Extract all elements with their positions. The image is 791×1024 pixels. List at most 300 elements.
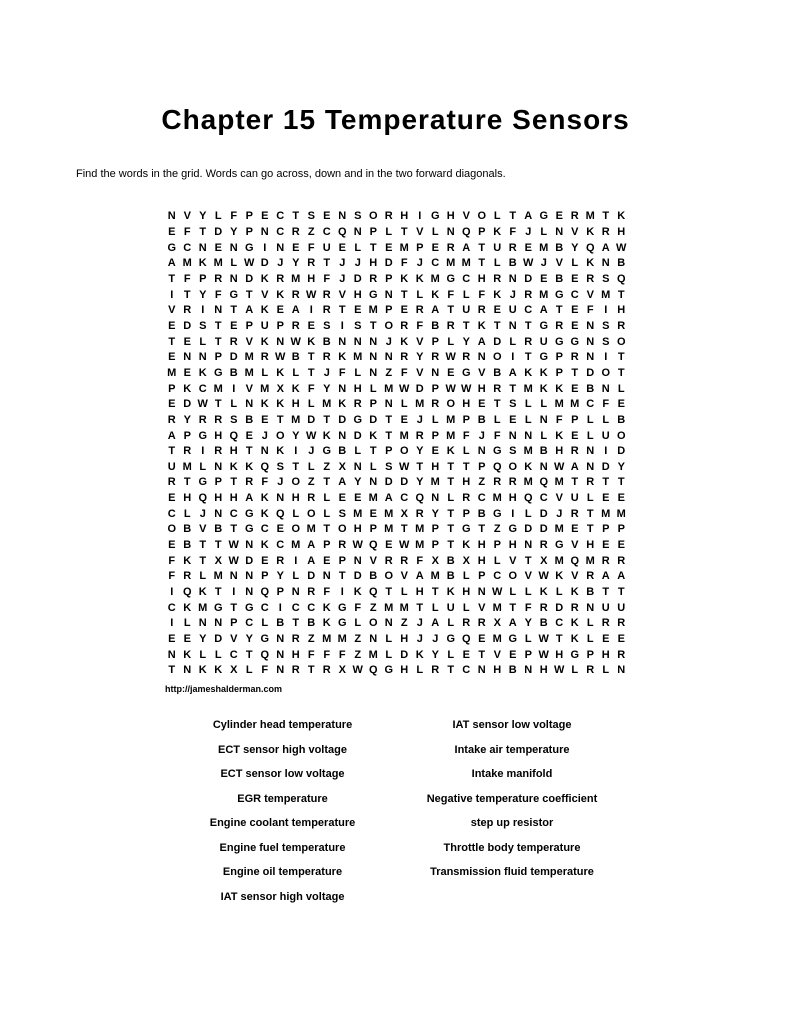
grid-letter: A [524, 210, 533, 223]
grid-letter: C [167, 601, 176, 614]
grid-letter: R [322, 288, 331, 301]
grid-letter: K [524, 366, 533, 379]
grid-letter: K [322, 429, 331, 442]
grid-letter: L [385, 648, 393, 661]
grid-letter: Y [199, 288, 207, 301]
grid-letter: G [244, 241, 254, 254]
grid-letter: B [555, 272, 564, 285]
grid-letter: E [168, 633, 176, 646]
grid-letter: W [197, 398, 208, 411]
grid-letter: V [338, 288, 346, 301]
grid-letter: O [306, 507, 316, 520]
grid-letter: P [369, 523, 377, 536]
grid-letter: L [447, 335, 455, 348]
grid-letter: Y [431, 648, 439, 661]
grid-letter: T [307, 351, 315, 364]
grid-letter: N [384, 351, 393, 364]
grid-letter: T [338, 570, 346, 583]
grid-letter: M [213, 257, 223, 270]
grid-letter: K [539, 382, 548, 395]
grid-letter: E [478, 398, 486, 411]
grid-letter: N [245, 398, 254, 411]
grid-letter: B [617, 257, 626, 270]
grid-letter: A [539, 304, 548, 317]
grid-letter: P [385, 445, 393, 458]
grid-letter: T [199, 225, 207, 238]
grid-letter: E [493, 304, 501, 317]
grid-letter: R [431, 398, 440, 411]
grid-letter: N [245, 570, 254, 583]
grid-letter: I [170, 586, 174, 599]
grid-letter: T [447, 304, 455, 317]
grid-letter: R [229, 335, 238, 348]
grid-letter: P [369, 398, 377, 411]
grid-letter: P [199, 272, 207, 285]
grid-letter: B [555, 241, 564, 254]
grid-letter: T [369, 241, 377, 254]
grid-letter: T [214, 539, 222, 552]
grid-letter: N [524, 664, 533, 677]
grid-letter: T [168, 335, 176, 348]
grid-letter: T [602, 476, 610, 489]
grid-letter: I [201, 304, 205, 317]
grid-letter: R [493, 382, 502, 395]
grid-letter: T [509, 382, 517, 395]
grid-letter: T [416, 460, 424, 473]
grid-letter: R [570, 507, 579, 520]
grid-letter: T [369, 319, 377, 332]
grid-letter: X [431, 554, 439, 567]
grid-letter: M [446, 429, 456, 442]
grid-letter: W [461, 382, 472, 395]
grid-letter: H [214, 492, 223, 505]
grid-letter: E [168, 539, 176, 552]
grid-letter: K [555, 429, 564, 442]
grid-letter: Z [385, 366, 393, 379]
grid-letter: Y [462, 335, 470, 348]
grid-letter: T [617, 476, 625, 489]
grid-letter: D [307, 570, 316, 583]
grid-letter: B [229, 366, 238, 379]
grid-letter: L [493, 413, 501, 426]
grid-letter: H [462, 398, 471, 411]
grid-letter: G [198, 476, 208, 489]
grid-letter: H [229, 445, 238, 458]
grid-letter: L [540, 398, 548, 411]
grid-letter: H [400, 664, 409, 677]
grid-letter: R [384, 210, 393, 223]
grid-letter: D [245, 272, 254, 285]
grid-letter: K [183, 601, 192, 614]
grid-letter: Y [292, 257, 300, 270]
grid-letter: K [539, 586, 548, 599]
grid-letter: G [229, 288, 239, 301]
grid-letter: M [523, 382, 533, 395]
grid-letter: R [539, 601, 548, 614]
grid-letter: P [369, 225, 377, 238]
grid-letter: P [245, 210, 253, 223]
grid-letter: L [416, 664, 424, 677]
grid-letter: L [261, 366, 269, 379]
grid-letter: H [291, 648, 300, 661]
grid-letter: R [400, 554, 409, 567]
grid-letter: K [260, 398, 269, 411]
grid-letter: V [586, 288, 594, 301]
grid-letter: K [183, 648, 192, 661]
grid-letter: R [415, 429, 424, 442]
grid-letter: H [291, 492, 300, 505]
grid-letter: R [555, 319, 564, 332]
grid-letter: T [183, 288, 191, 301]
grid-letter: U [508, 304, 517, 317]
grid-letter: N [229, 241, 238, 254]
grid-letter: N [477, 351, 486, 364]
grid-letter: B [493, 366, 502, 379]
grid-letter: R [431, 664, 440, 677]
grid-letter: B [477, 507, 486, 520]
grid-letter: E [400, 413, 408, 426]
grid-letter: I [294, 445, 298, 458]
grid-letter: B [539, 617, 548, 630]
grid-letter: P [431, 382, 439, 395]
grid-letter: H [446, 210, 455, 223]
grid-letter: N [539, 413, 548, 426]
grid-letter: R [183, 304, 192, 317]
grid-letter: N [601, 257, 610, 270]
grid-letter: N [369, 633, 378, 646]
grid-letter: J [308, 445, 315, 458]
grid-letter: P [168, 382, 176, 395]
grid-letter: D [183, 319, 192, 332]
grid-letter: C [183, 241, 192, 254]
grid-letter: K [260, 507, 269, 520]
grid-letter: R [400, 351, 409, 364]
grid-letter: M [601, 507, 611, 520]
grid-letter: N [586, 335, 595, 348]
grid-letter: H [617, 304, 626, 317]
grid-letter: L [354, 445, 362, 458]
grid-letter: M [539, 288, 549, 301]
grid-letter: C [586, 398, 595, 411]
grid-letter: F [323, 586, 331, 599]
grid-letter: C [539, 492, 548, 505]
grid-letter: I [201, 445, 205, 458]
grid-letter: A [601, 570, 610, 583]
grid-letter: E [245, 429, 253, 442]
grid-letter: N [369, 476, 378, 489]
grid-letter: Z [307, 633, 315, 646]
grid-letter: H [214, 429, 223, 442]
grid-letter: H [291, 398, 300, 411]
grid-letter: N [384, 617, 393, 630]
grid-letter: G [570, 648, 580, 661]
grid-letter: P [493, 539, 501, 552]
grid-letter: G [430, 210, 440, 223]
word-list-item: Engine fuel temperature [219, 841, 346, 854]
grid-letter: K [431, 288, 440, 301]
word-list-item: IAT sensor high voltage [220, 890, 345, 903]
grid-letter: R [198, 413, 207, 426]
grid-letter: E [168, 225, 176, 238]
grid-letter: M [554, 476, 564, 489]
grid-letter: E [555, 210, 563, 223]
grid-letter: N [276, 664, 285, 677]
grid-letter: L [199, 570, 207, 583]
grid-letter: F [478, 288, 486, 301]
grid-letter: K [198, 257, 207, 270]
grid-letter: A [291, 304, 300, 317]
grid-letter: Q [260, 648, 270, 661]
grid-letter: A [338, 476, 347, 489]
grid-letter: U [617, 601, 626, 614]
grid-letter: I [170, 288, 174, 301]
grid-letter: O [337, 523, 347, 536]
grid-letter: A [617, 570, 626, 583]
grid-letter: J [277, 257, 284, 270]
grid-letter: L [385, 633, 393, 646]
grid-letter: A [307, 554, 316, 567]
grid-letter: M [430, 272, 440, 285]
grid-letter: K [291, 382, 300, 395]
grid-letter: E [617, 492, 625, 505]
grid-letter: E [602, 492, 610, 505]
grid-letter: M [415, 398, 425, 411]
grid-letter: P [462, 507, 470, 520]
grid-letter: R [601, 617, 610, 630]
grid-letter: O [399, 445, 409, 458]
grid-letter: T [462, 460, 470, 473]
grid-letter: L [462, 288, 470, 301]
grid-letter: L [292, 366, 300, 379]
grid-letter: F [354, 601, 362, 614]
grid-letter: O [384, 570, 394, 583]
grid-letter: T [245, 648, 253, 661]
grid-letter: Q [570, 554, 580, 567]
grid-letter: N [477, 586, 486, 599]
grid-letter: E [602, 633, 610, 646]
grid-letter: M [384, 507, 394, 520]
grid-letter: L [214, 648, 222, 661]
grid-letter: T [369, 445, 377, 458]
grid-letter: K [524, 460, 533, 473]
word-list-item: Intake manifold [471, 768, 553, 781]
grid-letter: K [555, 382, 564, 395]
grid-letter: Y [199, 210, 207, 223]
grid-letter: N [539, 460, 548, 473]
grid-letter: J [509, 288, 516, 301]
grid-letter: E [617, 633, 625, 646]
grid-letter: D [214, 633, 223, 646]
grid-letter: L [524, 507, 532, 520]
grid-letter: F [307, 648, 315, 661]
grid-letter: R [307, 492, 316, 505]
grid-letter: N [431, 492, 440, 505]
grid-letter: Y [292, 429, 300, 442]
grid-letter: T [214, 335, 222, 348]
grid-letter: E [524, 241, 532, 254]
grid-letter: Q [616, 272, 626, 285]
word-list-item: step up resistor [470, 817, 554, 830]
grid-letter: Q [539, 476, 549, 489]
grid-letter: R [477, 304, 486, 317]
grid-letter: F [586, 304, 594, 317]
grid-letter: M [523, 445, 533, 458]
grid-letter: R [353, 398, 362, 411]
grid-letter: I [340, 319, 344, 332]
grid-letter: T [245, 288, 253, 301]
grid-letter: T [478, 257, 486, 270]
grid-letter: R [586, 570, 595, 583]
grid-letter: N [338, 429, 347, 442]
grid-letter: K [276, 445, 285, 458]
grid-letter: B [276, 617, 285, 630]
grid-letter: B [617, 413, 626, 426]
grid-letter: R [493, 272, 502, 285]
grid-letter: X [462, 554, 470, 567]
grid-letter: G [492, 445, 502, 458]
grid-letter: X [400, 507, 408, 520]
grid-letter: Z [354, 633, 362, 646]
grid-letter: H [415, 586, 424, 599]
grid-letter: L [447, 648, 455, 661]
grid-letter: I [604, 445, 608, 458]
grid-letter: N [555, 225, 564, 238]
grid-letter: E [183, 366, 191, 379]
grid-letter: H [307, 272, 316, 285]
grid-letter: Q [260, 460, 270, 473]
grid-letter: F [416, 319, 424, 332]
grid-letter: T [230, 476, 238, 489]
grid-letter: T [230, 304, 238, 317]
grid-letter: G [539, 319, 549, 332]
grid-letter: N [183, 351, 192, 364]
grid-letter: A [431, 617, 440, 630]
grid-letter: L [555, 586, 563, 599]
grid-letter: E [168, 492, 176, 505]
grid-letter: T [447, 664, 455, 677]
grid-letter: G [167, 241, 177, 254]
grid-letter: L [524, 586, 532, 599]
grid-letter: M [492, 633, 502, 646]
grid-letter: T [276, 413, 284, 426]
grid-letter: D [493, 335, 502, 348]
grid-letter: U [570, 492, 579, 505]
grid-letter: H [477, 539, 486, 552]
grid-letter: R [307, 586, 316, 599]
grid-letter: N [384, 288, 393, 301]
grid-letter: M [322, 398, 332, 411]
grid-letter: R [291, 664, 300, 677]
grid-letter: C [229, 648, 238, 661]
grid-letter: N [369, 366, 378, 379]
grid-letter: A [570, 460, 579, 473]
grid-letter: A [245, 304, 254, 317]
grid-letter: P [431, 539, 439, 552]
grid-letter: P [214, 476, 222, 489]
grid-letter: E [323, 210, 331, 223]
grid-letter: E [214, 241, 222, 254]
grid-letter: N [369, 351, 378, 364]
grid-letter: M [182, 257, 192, 270]
grid-letter: R [431, 351, 440, 364]
grid-letter: E [571, 304, 579, 317]
grid-letter: F [524, 601, 532, 614]
grid-letter: T [307, 366, 315, 379]
grid-letter: N [260, 225, 269, 238]
grid-letter: P [323, 539, 331, 552]
grid-letter: T [462, 319, 470, 332]
grid-letter: M [306, 523, 316, 536]
grid-letter: M [461, 257, 471, 270]
grid-letter: H [477, 382, 486, 395]
grid-letter: R [183, 570, 192, 583]
grid-letter: L [354, 366, 362, 379]
grid-letter: X [493, 617, 501, 630]
grid-letter: A [245, 492, 254, 505]
grid-letter: Y [199, 633, 207, 646]
grid-letter: L [199, 648, 207, 661]
grid-letter: D [555, 601, 564, 614]
grid-letter: R [570, 351, 579, 364]
grid-letter: N [214, 617, 223, 630]
grid-letter: Y [524, 617, 532, 630]
grid-letter: T [183, 476, 191, 489]
grid-letter: H [462, 476, 471, 489]
grid-letter: M [570, 398, 580, 411]
grid-letter: R [183, 445, 192, 458]
grid-letter: T [385, 586, 393, 599]
grid-letter: N [276, 633, 285, 646]
grid-letter: T [416, 601, 424, 614]
grid-letter: N [586, 351, 595, 364]
grid-letter: K [338, 398, 347, 411]
grid-letter: V [571, 539, 579, 552]
grid-letter: T [199, 554, 207, 567]
grid-letter: P [524, 648, 532, 661]
grid-letter: T [323, 413, 331, 426]
grid-letter: E [571, 382, 579, 395]
grid-letter: U [446, 601, 455, 614]
grid-letter: B [338, 445, 347, 458]
grid-letter: O [384, 319, 394, 332]
grid-letter: M [291, 272, 301, 285]
grid-letter: U [260, 319, 269, 332]
grid-letter: B [508, 664, 517, 677]
grid-letter: W [399, 382, 410, 395]
grid-letter: N [338, 335, 347, 348]
grid-letter: M [182, 460, 192, 473]
grid-letter: R [415, 304, 424, 317]
grid-letter: S [602, 272, 610, 285]
grid-letter: E [338, 492, 346, 505]
grid-letter: E [617, 539, 625, 552]
grid-letter: C [462, 272, 471, 285]
grid-letter: U [167, 460, 176, 473]
grid-letter: G [539, 210, 549, 223]
grid-letter: H [586, 539, 595, 552]
grid-letter: L [524, 398, 532, 411]
grid-letter: H [508, 492, 517, 505]
grid-letter: H [508, 539, 517, 552]
grid-letter: L [571, 664, 579, 677]
grid-letter: Y [323, 382, 331, 395]
grid-letter: D [338, 413, 347, 426]
grid-letter: N [245, 586, 254, 599]
grid-letter: F [400, 366, 408, 379]
grid-letter: F [338, 648, 346, 661]
grid-letter: N [508, 429, 517, 442]
grid-letter: D [601, 460, 610, 473]
